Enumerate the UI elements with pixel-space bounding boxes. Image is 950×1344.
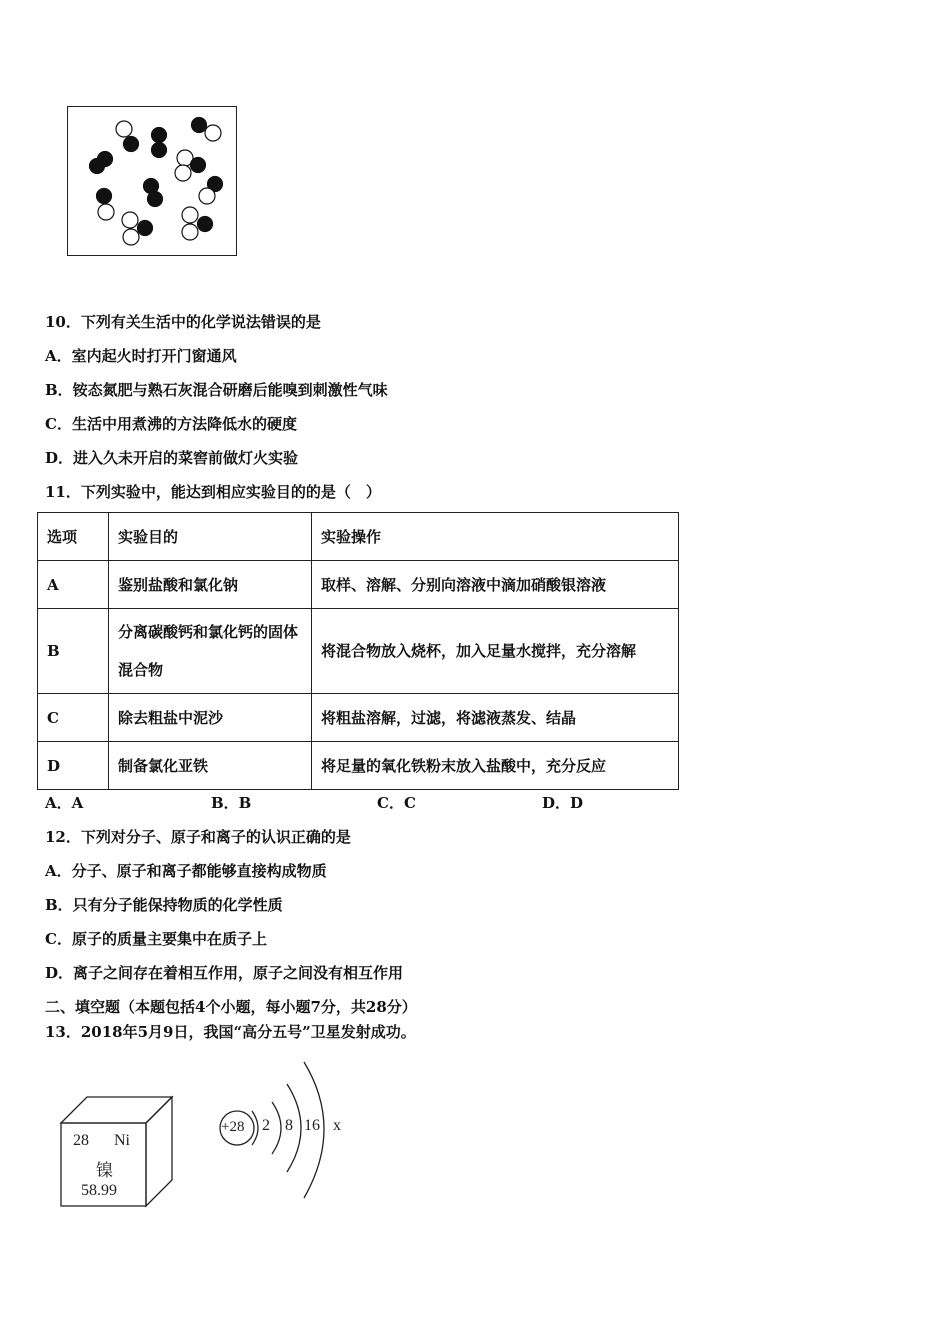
atom-white	[116, 121, 132, 137]
q11-answer-choices	[0, 792, 950, 812]
q12-option-c: C．原子的质量主要集中在质子上	[45, 930, 267, 948]
q12-option-b: B．只有分子能保持物质的化学性质	[45, 896, 283, 914]
atom-white	[98, 204, 114, 220]
section-heading: 二、填空题（本题包括4个小题，每小题7分，共28分）	[45, 998, 417, 1016]
atom-black	[192, 118, 207, 133]
shell-electrons-4: x	[333, 1117, 341, 1134]
cube-outline	[58, 1094, 176, 1208]
q11-answer-b: B．B	[211, 794, 252, 812]
table-row	[38, 694, 679, 742]
atom-black	[148, 192, 163, 207]
atom-black	[152, 128, 167, 143]
q10-option-a: A．室内起火时打开门窗通风	[45, 347, 237, 365]
q12-option-a: A．分子、原子和离子都能够直接构成物质	[45, 862, 327, 880]
q11-answer-c: C．C	[377, 794, 416, 812]
table-row	[38, 561, 679, 609]
row-purpose: 制备氯化亚铁	[109, 742, 312, 790]
atom-white	[122, 212, 138, 228]
q10-option-c: C．生活中用煮沸的方法降低水的硬度	[45, 415, 297, 433]
q11-table	[37, 512, 679, 790]
element-mass: 58.99	[81, 1182, 117, 1199]
element-symbol: Ni	[114, 1132, 130, 1149]
q11-stem: 11．下列实验中，能达到相应实验目的的是（ ）	[45, 483, 381, 501]
atom-white	[199, 188, 215, 204]
table-row	[38, 609, 679, 694]
q11-answer-d: D．D	[542, 794, 584, 812]
row-option: B	[38, 609, 109, 694]
shell-electrons-1: 2	[262, 1117, 270, 1134]
atom-structure-diagram	[212, 1058, 362, 1204]
nucleus-charge: +28	[221, 1119, 245, 1135]
row-option: D	[38, 742, 109, 790]
atom-white	[175, 165, 191, 181]
q13-stem: 13．2018年5月9日，我国“高分五号”卫星发射成功。	[45, 1023, 416, 1041]
row-operation: 将粗盐溶解，过滤，将滤液蒸发、结晶	[312, 694, 679, 742]
element-cube	[58, 1094, 176, 1208]
q10-option-d: D．进入久未开启的菜窖前做灯火实验	[45, 449, 299, 467]
element-atomic-number: 28	[73, 1132, 89, 1149]
atom-white	[123, 229, 139, 245]
row-option: C	[38, 694, 109, 742]
q12-stem: 12．下列对分子、原子和离子的认识正确的是	[45, 828, 351, 846]
atom-black	[191, 158, 206, 173]
molecule-diagram	[67, 106, 237, 256]
atom-black	[90, 159, 105, 174]
table-header-row	[38, 513, 679, 561]
header-operation: 实验操作	[312, 513, 679, 561]
row-purpose: 鉴别盐酸和氯化钠	[109, 561, 312, 609]
atom-white	[205, 125, 221, 141]
atom-black	[198, 217, 213, 232]
table-row	[38, 742, 679, 790]
shell-electrons-3: 16	[304, 1117, 320, 1134]
shell-electrons-2: 8	[285, 1117, 293, 1134]
header-option: 选项	[38, 513, 109, 561]
q10-option-b: B．铵态氮肥与熟石灰混合研磨后能嗅到刺激性气味	[45, 381, 388, 399]
atom-white	[182, 224, 198, 240]
molecule-svg	[68, 107, 238, 257]
atom-black	[97, 189, 112, 204]
row-purpose: 分离碳酸钙和氯化钙的固体混合物	[109, 609, 312, 694]
atom-black	[124, 137, 139, 152]
row-operation: 将混合物放入烧杯，加入足量水搅拌，充分溶解	[312, 609, 679, 694]
q11-answer-a: A．A	[45, 794, 84, 812]
header-purpose: 实验目的	[109, 513, 312, 561]
atom-white	[182, 207, 198, 223]
row-operation: 将足量的氧化铁粉末放入盐酸中，充分反应	[312, 742, 679, 790]
row-purpose: 除去粗盐中泥沙	[109, 694, 312, 742]
element-name: 镍	[96, 1161, 113, 1181]
atom-black	[152, 143, 167, 158]
row-operation: 取样、溶解、分别向溶液中滴加硝酸银溶液	[312, 561, 679, 609]
row-option: A	[38, 561, 109, 609]
q12-option-d: D．离子之间存在着相互作用，原子之间没有相互作用	[45, 964, 404, 982]
atom-black	[138, 221, 153, 236]
q10-stem: 10．下列有关生活中的化学说法错误的是	[45, 313, 321, 331]
